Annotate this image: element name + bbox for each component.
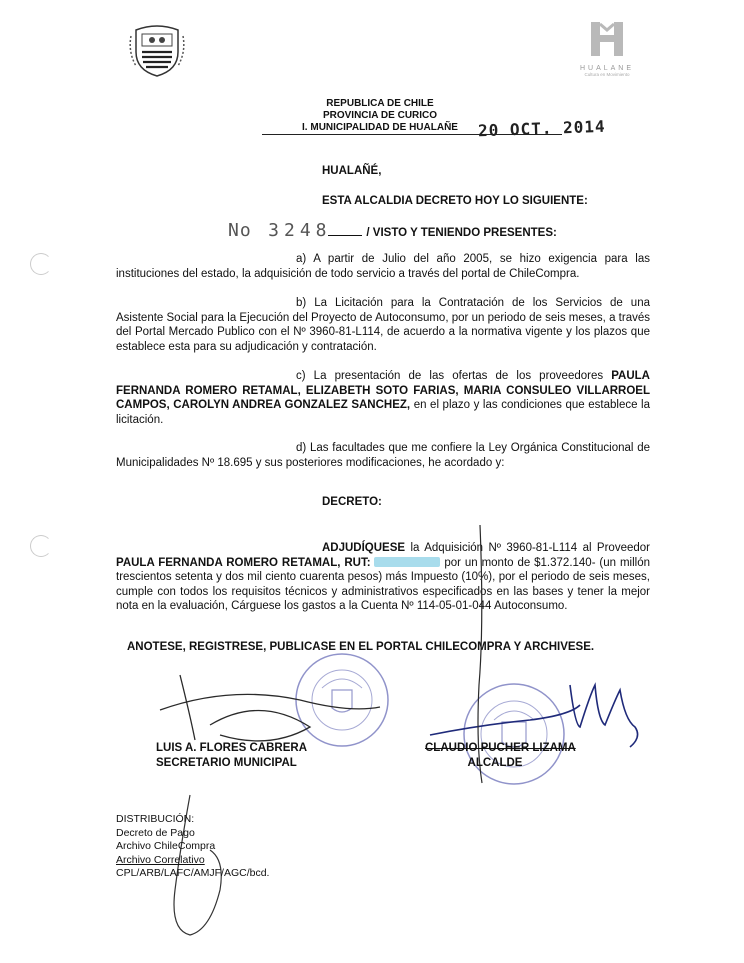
visto-heading: / VISTO Y TENIENDO PRESENTES: [366, 227, 557, 239]
resolution-paragraph [116, 541, 650, 614]
resolution-text-1: la Adquisición Nº 3960-81-L114 al Proveedor [410, 542, 650, 554]
considerando-c-intro: c) La presentación de las ofertas de los proveedores [296, 370, 604, 382]
resolution-text-2: por un monto de $1.372.140- (un millón trescientos setenta y dos mil ciento cuarenta pesos) más Impuesto (10%), por el periodo de seis meses, cumple con todos los requisitos técnicos y administrativos especificados en las bases y tener la mejor nota en la evaluación, Cárguese los gastos a la Cuenta Nº 114-05-01-044 Autoconsumo. [116, 556, 650, 612]
resolution-provider-name: PAULA FERNANDA ROMERO RETAMAL, RUT: [116, 556, 371, 569]
logo-tagline: Cultura en Movimiento [584, 72, 630, 77]
handwritten-signature-secretary [150, 655, 390, 755]
considerando-c-names: PAULA FERNANDA ROMERO RETAMAL, ELIZABETH SOTO FARIAS, MARIA CONSULEO VILLARROEL CAMPOS, CAROLYN ANDREA GONZALEZ SANCHEZ, [116, 370, 650, 411]
hualane-logo-mark [587, 20, 627, 58]
distribution-item: Decreto de Pago [116, 826, 195, 839]
resolution-verb: ADJUDÍQUESE [322, 542, 406, 554]
mayor-title: ALCALDE [467, 757, 523, 769]
coat-of-arms-logo [128, 22, 186, 78]
decree-number: 3248 [268, 220, 332, 241]
considerando-b: b) La Licitación para la Contratación de los Servicios de una Asistente Social para la Ejecución del Proyecto de Autoconsumo, por un periodo de seis meses, a través del Portal Mercado Publico con el Nº 3960-81-L114, de acuerdo a la normativa vigente y los plazos que establece esta para su adjudicación y contratación. [116, 297, 650, 353]
decree-number-line [228, 220, 628, 241]
logo-name: HUALANE [579, 65, 635, 72]
considerando-c [116, 369, 650, 427]
intro-heading: ESTA ALCALDIA DECRETO HOY LO SIGUIENTE: [322, 195, 588, 207]
distribution-item: Archivo ChileCompra [116, 840, 216, 852]
considerando-a: a) A partir de Julio del año 2005, se hizo exigencia para las instituciones del estado, la adquisición de todo servicio a través del portal de ChileCompra. [116, 253, 650, 280]
decree-prefix: No [228, 220, 252, 241]
punch-hole-top [30, 253, 52, 275]
closing-statement: ANOTESE, REGISTRESE, PUBLICASE EN EL PORTAL CHILECOMPRA Y ARCHIVESE. [127, 641, 595, 653]
header-provincia: PROVINCIA DE CURICO [322, 110, 438, 121]
mayor-name: CLAUDIO PUCHER LIZAMA [425, 742, 576, 754]
considerando-c-end: en el plazo y las condiciones que establece la licitación. [116, 399, 650, 426]
decreto-title: DECRETO: [322, 496, 382, 508]
distribution-item: Archivo Correlativo [116, 853, 205, 866]
redacted-rut [374, 557, 440, 567]
hualane-logo [572, 20, 642, 80]
header-municipalidad: I. MUNICIPALIDAD DE HUALAÑE [302, 122, 458, 133]
distribution-title: DISTRIBUCIÓN: [116, 813, 195, 825]
secretary-title: SECRETARIO MUNICIPAL [156, 757, 297, 769]
date-stamp: 20 OCT. 2014 [477, 116, 606, 141]
secretary-name: LUIS A. FLORES CABRERA [156, 742, 307, 754]
distribution-initials: CPL/ARB/LAFC/AMJF/AGC/bcd. [116, 867, 270, 879]
considerando-d: d) Las facultades que me confiere la Ley Orgánica Constitucional de Municipalidades Nº 18.695 y sus posteriores modificaciones, he acordado y: [116, 442, 650, 469]
header-republica: REPUBLICA DE CHILE [326, 98, 434, 109]
decree-number-underline [328, 235, 362, 236]
place-heading: HUALAÑÉ, [322, 165, 382, 177]
punch-hole-bottom [30, 535, 52, 557]
